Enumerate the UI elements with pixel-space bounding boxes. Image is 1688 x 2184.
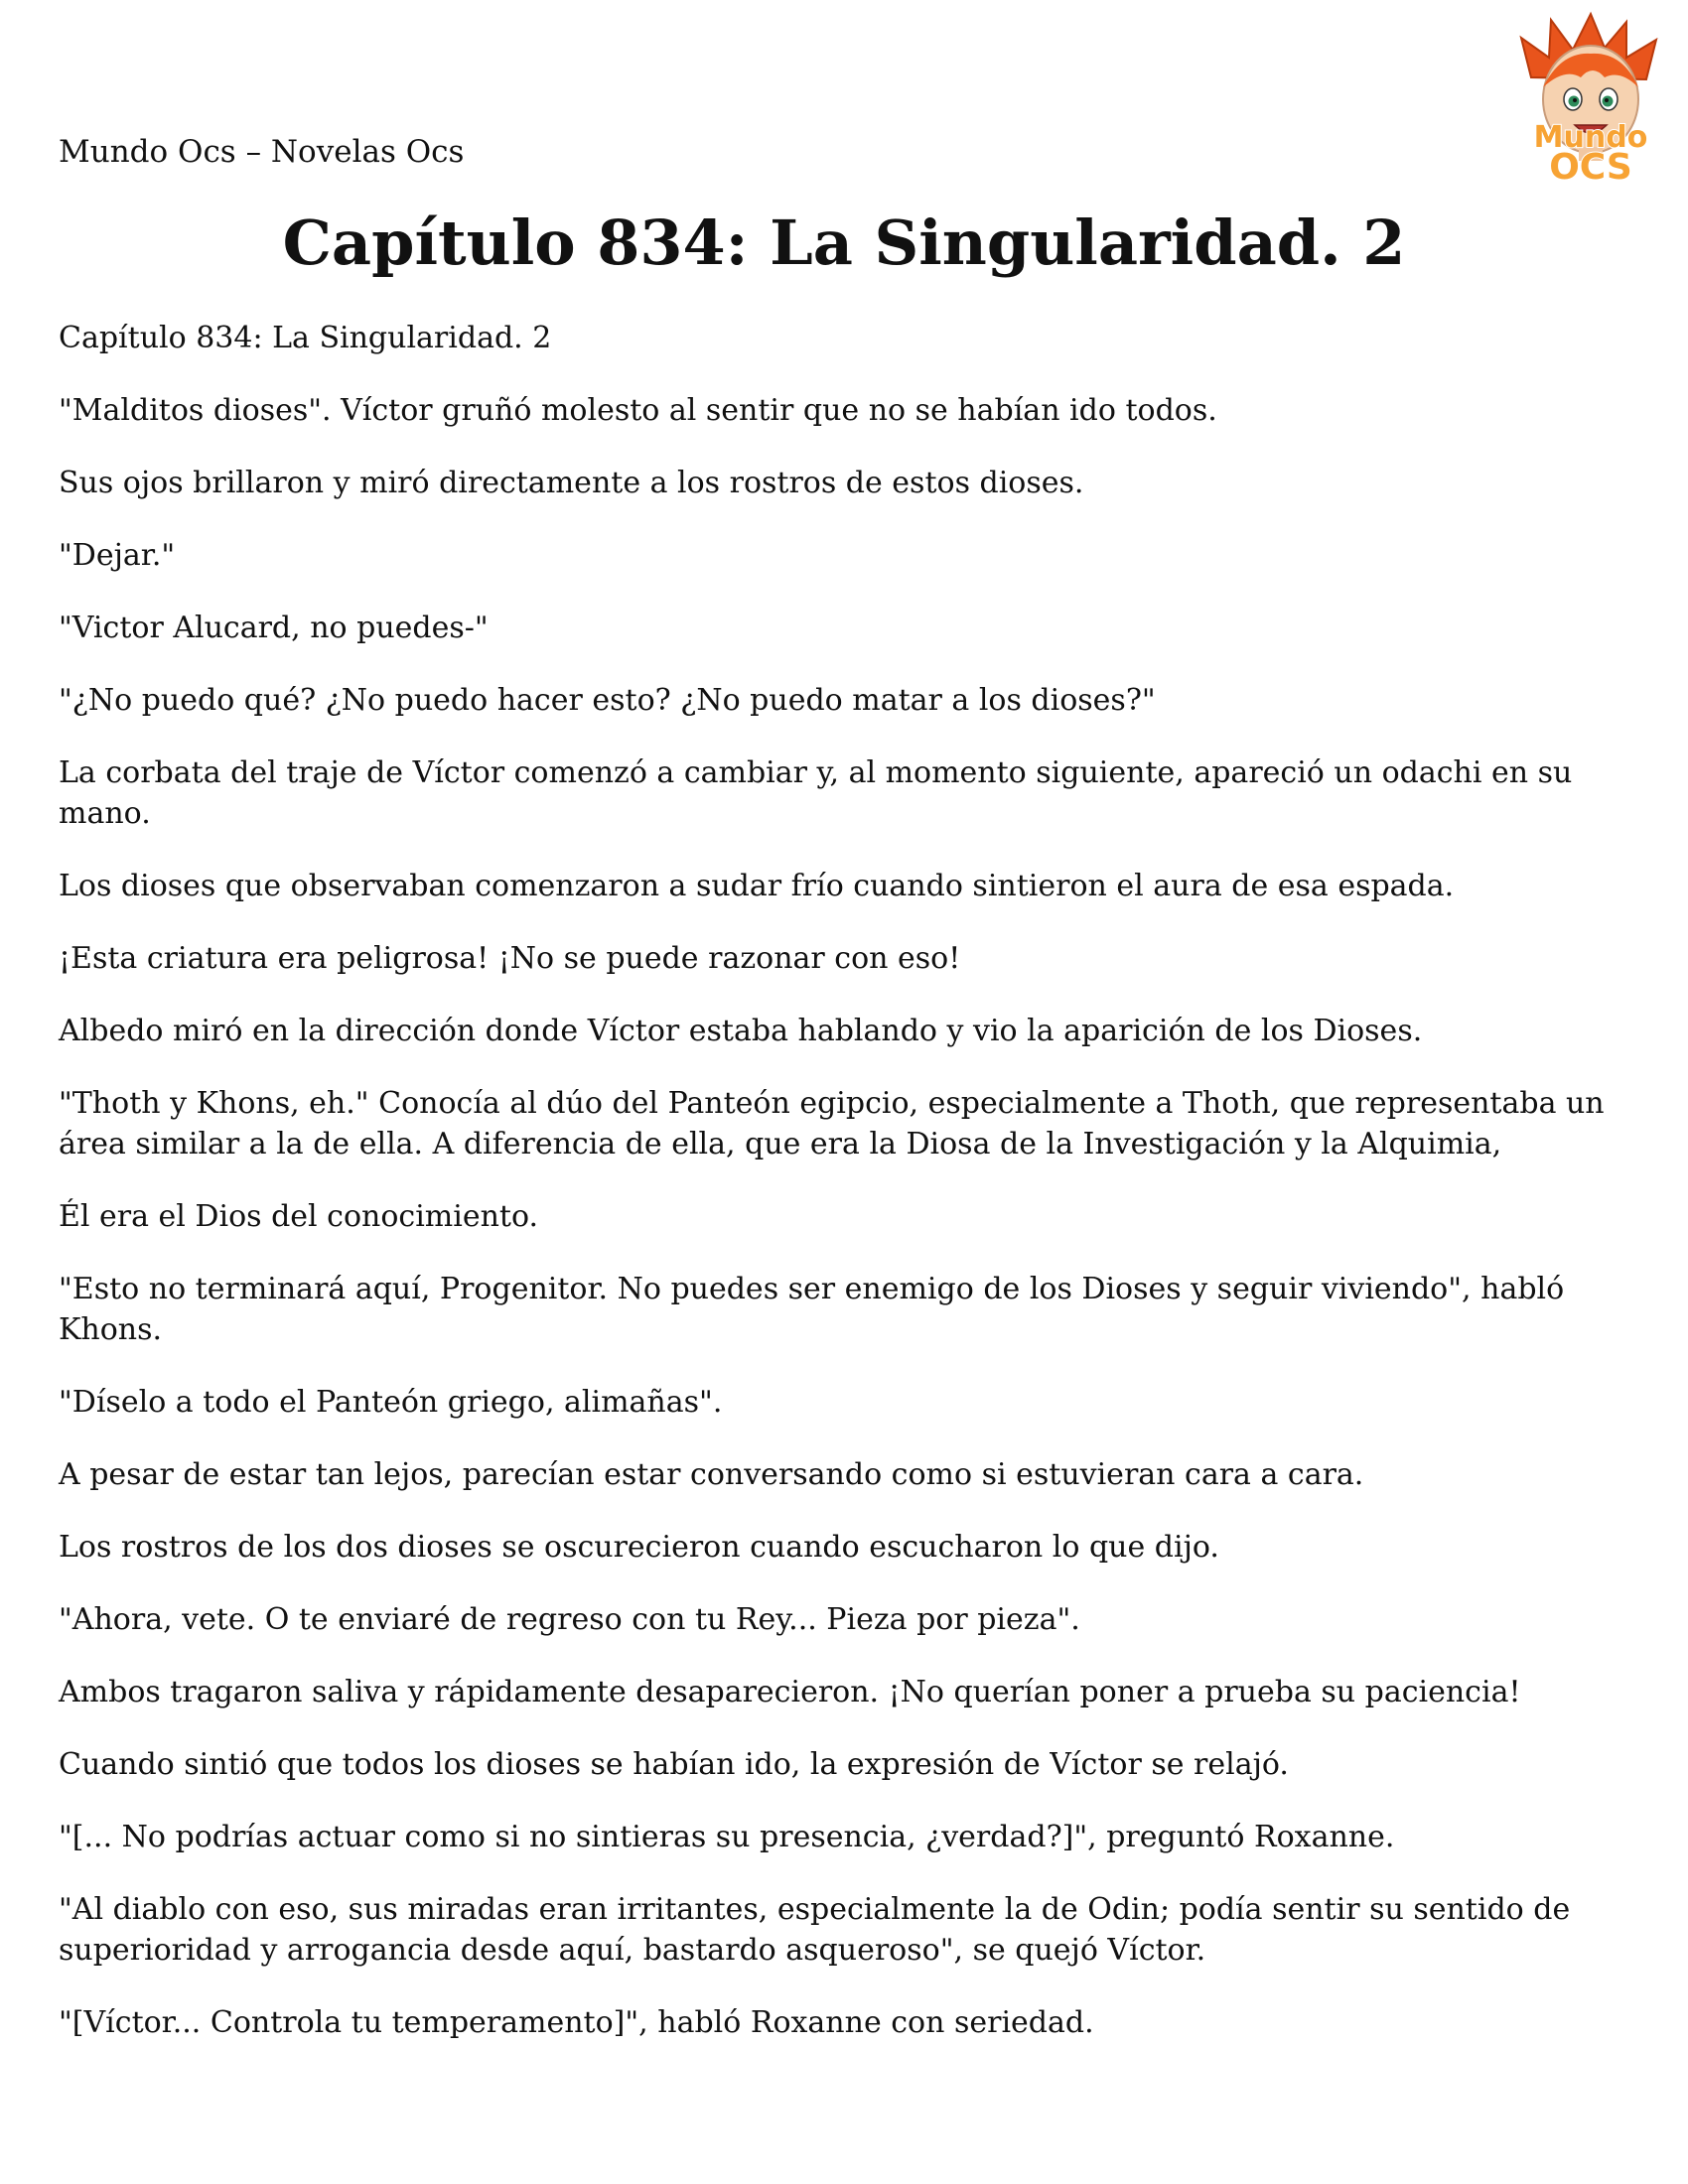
paragraph: Cuando sintió que todos los dioses se habían ido, la expresión de Víctor se relajó.	[59, 1747, 1289, 1782]
paragraph: Los dioses que observaban comenzaron a sudar frío cuando sintieron el aura de esa espada.	[59, 869, 1455, 903]
paragraph: Ambos tragaron saliva y rápidamente desaparecieron. ¡No querían poner a prueba su paciencia!	[59, 1675, 1521, 1709]
paragraph: "Esto no terminará aquí, Progenitor. No puedes ser enemigo de los Dioses y seguir viviendo", habló Khons.	[59, 1272, 1565, 1347]
paragraph: "Victor Alucard, no puedes-"	[59, 611, 489, 645]
paragraph: "Ahora, vete. O te enviaré de regreso con tu Rey... Pieza por pieza".	[59, 1602, 1080, 1637]
paragraph: La corbata del traje de Víctor comenzó a cambiar y, al momento siguiente, apareció un odachi en su mano.	[59, 755, 1573, 831]
paragraph: Él era el Dios del conocimiento.	[59, 1199, 539, 1234]
paragraph: Capítulo 834: La Singularidad. 2	[59, 321, 552, 355]
chapter-title: Capítulo 834: La Singularidad. 2	[282, 206, 1406, 279]
paragraph: "Dejar."	[59, 538, 176, 573]
site-header-label: Mundo Ocs – Novelas Ocs	[59, 134, 465, 170]
logo-graphic	[1501, 8, 1680, 187]
paragraph: "Díselo a todo el Panteón griego, alimañas".	[59, 1385, 723, 1420]
paragraph: "[... No podrías actuar como si no sintieras su presencia, ¿verdad?]", preguntó Roxanne.	[59, 1820, 1395, 1854]
paragraph: Sus ojos brillaron y miró directamente a los rostros de estos dioses.	[59, 466, 1084, 500]
paragraph: "[Víctor... Controla tu temperamento]", habló Roxanne con seriedad.	[59, 2005, 1094, 2040]
paragraph: "¿No puedo qué? ¿No puedo hacer esto? ¿No puedo matar a los dioses?"	[59, 683, 1156, 718]
mundo-ocs-logo	[1501, 8, 1680, 187]
chapter-body	[59, 318, 1608, 2075]
svg-text:Mundo: Mundo	[1533, 120, 1648, 155]
paragraph: "Malditos dioses". Víctor gruñó molesto al sentir que no se habían ido todos.	[59, 393, 1217, 428]
paragraph: Los rostros de los dos dioses se oscurecieron cuando escucharon lo que dijo.	[59, 1530, 1219, 1565]
paragraph: ¡Esta criatura era peligrosa! ¡No se puede razonar con eso!	[59, 941, 961, 976]
paragraph: A pesar de estar tan lejos, parecían estar conversando como si estuvieran cara a cara.	[59, 1457, 1364, 1492]
paragraph: "Al diablo con eso, sus miradas eran irritantes, especialmente la de Odin; podía sentir su sentido de superioridad y arrogancia desde aquí, bastardo asqueroso", se quejó Víctor.	[59, 1892, 1571, 1968]
paragraph: Albedo miró en la dirección donde Víctor estaba hablando y vio la aparición de los Dioses.	[59, 1014, 1423, 1048]
svg-text:OCS: OCS	[1549, 147, 1632, 187]
paragraph: "Thoth y Khons, eh." Conocía al dúo del Panteón egipcio, especialmente a Thoth, que representaba un área similar a la de ella. A diferencia de ella, que era la Diosa de la Investigación y la Alquimia,	[59, 1086, 1605, 1161]
